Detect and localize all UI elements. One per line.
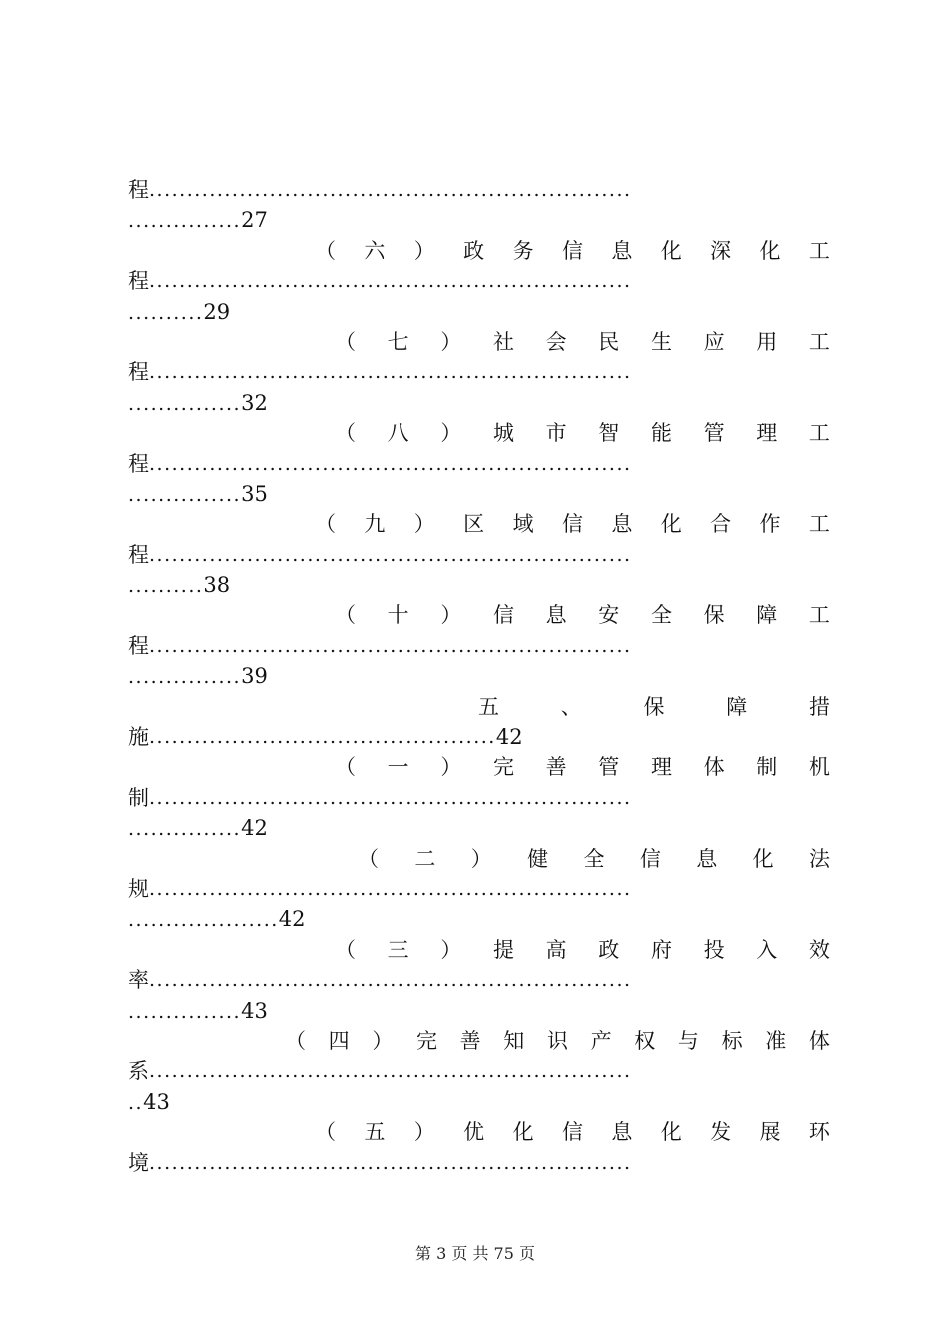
toc-heading-char: 工 <box>808 329 830 354</box>
toc-heading-char: 区 <box>463 512 485 537</box>
toc-tail-dots: .......... <box>128 301 204 324</box>
toc-heading-char: （ <box>315 238 336 263</box>
toc-leader-line <box>128 783 830 813</box>
toc-heading-char: 政 <box>463 238 485 263</box>
toc-heading-char: 息 <box>611 238 633 263</box>
toc-heading-char: 九 <box>364 512 386 537</box>
toc-heading-char: 发 <box>710 1120 732 1145</box>
toc-heading-char: 应 <box>703 329 725 354</box>
toc-leader-dots: ................................................................ <box>149 1151 632 1174</box>
toc-heading-char: 保 <box>643 694 665 719</box>
toc-tail-dots: ............... <box>128 210 242 233</box>
toc-heading-char: 一 <box>387 755 409 780</box>
toc-heading-char: 用 <box>756 329 778 354</box>
toc-leader-line <box>128 449 830 479</box>
toc-heading-char: 息 <box>611 1120 633 1145</box>
toc-tail-dots: .. <box>128 1091 144 1114</box>
toc-heading-char: 生 <box>650 329 672 354</box>
toc-page-number[interactable]: 39 <box>241 664 268 689</box>
toc-heading-char: 障 <box>726 694 748 719</box>
toc-page-line <box>128 479 830 509</box>
toc-heading-char: 政 <box>598 937 620 962</box>
toc-title-end-char: 率 <box>128 968 149 993</box>
toc-heading-char: 全 <box>583 846 605 871</box>
toc-heading-char: 高 <box>545 937 567 962</box>
toc-heading-char: 社 <box>492 329 514 354</box>
toc-heading-char: 工 <box>808 603 830 628</box>
toc-heading-char: 信 <box>492 603 514 628</box>
toc-heading-char: 化 <box>759 238 781 263</box>
toc-leader-dots: ................................................................ <box>149 361 632 384</box>
toc-heading-char: 完 <box>492 755 514 780</box>
toc-heading-char: 三 <box>387 937 409 962</box>
toc-leader-line <box>128 965 830 995</box>
toc-heading-char: 域 <box>512 512 534 537</box>
toc-heading-char: 优 <box>463 1120 485 1145</box>
toc-leader-dots: ................................................................ <box>149 543 632 566</box>
toc-heading-char: 投 <box>703 937 725 962</box>
toc-entry-heading[interactable] <box>128 600 830 630</box>
toc-leader-dots: ................................................................ <box>149 634 632 657</box>
toc-heading-char: 健 <box>527 846 549 871</box>
toc-leader-dots: ................................................................ <box>149 452 632 475</box>
toc-entry-heading[interactable] <box>128 844 830 874</box>
toc-heading-char: 安 <box>598 603 620 628</box>
toc-heading-char: 体 <box>703 755 725 780</box>
toc-title-end-char: 程 <box>128 633 149 658</box>
toc-heading-char: （ <box>335 603 356 628</box>
toc-heading-char: 智 <box>598 421 620 446</box>
toc-entry-heading[interactable] <box>128 236 830 266</box>
toc-heading-char: （ <box>358 846 379 871</box>
toc-heading-char: 府 <box>650 937 672 962</box>
toc-heading-char: ） <box>440 937 462 962</box>
toc-title-end-char: 程 <box>128 360 149 385</box>
toc-leader-line <box>128 266 830 296</box>
toc-page-line <box>128 297 830 327</box>
toc-page-line <box>128 388 830 418</box>
toc-heading-char: 化 <box>660 1120 682 1145</box>
toc-heading-char: 法 <box>809 846 830 871</box>
toc-heading-char: 七 <box>387 329 409 354</box>
toc-heading-char: 息 <box>545 603 567 628</box>
toc-leader-line <box>128 175 830 205</box>
toc-page-number[interactable]: 42 <box>241 816 268 841</box>
toc-heading-char: 入 <box>756 937 778 962</box>
toc-heading-char: （ <box>315 1120 336 1145</box>
toc-heading-char: 化 <box>512 1120 534 1145</box>
toc-page-number[interactable]: 43 <box>241 998 268 1023</box>
page-footer: 第 3 页 共 75 页 <box>415 1244 535 1263</box>
toc-heading-char: 善 <box>459 1028 481 1053</box>
table-of-contents <box>128 175 830 1178</box>
toc-page-number[interactable]: 42 <box>278 907 306 932</box>
toc-heading-char: ） <box>440 755 462 780</box>
toc-entry-heading[interactable] <box>128 327 830 357</box>
toc-heading-char: 管 <box>703 421 725 446</box>
toc-entry-heading[interactable] <box>128 1026 830 1056</box>
toc-tail-dots: .......... <box>128 575 204 598</box>
toc-heading-char: 五 <box>364 1120 386 1145</box>
toc-heading-char: 知 <box>503 1028 525 1053</box>
toc-heading-char: ） <box>440 603 462 628</box>
toc-heading-char: 善 <box>545 755 567 780</box>
toc-heading-char: 全 <box>650 603 672 628</box>
toc-page-line <box>128 570 830 600</box>
toc-leader-line <box>128 631 830 661</box>
toc-heading-char: 理 <box>650 755 672 780</box>
toc-page-number[interactable]: 42 <box>495 725 523 750</box>
toc-heading-char: 提 <box>492 937 514 962</box>
toc-heading-char: 与 <box>677 1028 699 1053</box>
toc-heading-char: 二 <box>414 846 436 871</box>
toc-title-end-char: 程 <box>128 451 149 476</box>
toc-heading-char: （ <box>335 329 356 354</box>
toc-heading-char: （ <box>315 512 336 537</box>
toc-page-line <box>128 904 830 934</box>
toc-page-number[interactable]: 27 <box>241 208 268 233</box>
toc-heading-char: ） <box>470 846 492 871</box>
toc-heading-char: 障 <box>756 603 778 628</box>
toc-heading-char: 、 <box>560 694 582 719</box>
toc-leader-line <box>128 1148 830 1178</box>
toc-heading-char: 息 <box>696 846 718 871</box>
toc-heading-char: （ <box>335 937 356 962</box>
toc-title-end-char: 程 <box>128 542 149 567</box>
toc-entry-heading[interactable] <box>128 935 830 965</box>
toc-heading-char: 保 <box>703 603 725 628</box>
toc-title-end-char: 程 <box>128 269 149 294</box>
toc-heading-char: 化 <box>752 846 774 871</box>
toc-leader-dots: ................................................................ <box>149 786 632 809</box>
toc-heading-char: 信 <box>561 238 583 263</box>
toc-heading-char: ） <box>372 1028 394 1053</box>
toc-heading-char: 息 <box>611 512 633 537</box>
toc-heading-char: 务 <box>512 238 534 263</box>
toc-heading-char: ） <box>413 238 435 263</box>
toc-heading-char: 制 <box>756 755 778 780</box>
toc-heading-char: 体 <box>808 1028 830 1053</box>
toc-page-number[interactable]: 38 <box>203 573 231 598</box>
toc-heading-char: 八 <box>387 421 409 446</box>
toc-heading-char: 信 <box>561 512 583 537</box>
toc-leader-dots: ................................................................ <box>149 969 632 992</box>
toc-heading-char: 六 <box>364 238 386 263</box>
toc-heading-char: （ <box>285 1028 306 1053</box>
toc-heading-char: ） <box>440 329 462 354</box>
toc-entry-heading[interactable] <box>128 1117 830 1147</box>
toc-title-end-char: 境 <box>128 1150 149 1175</box>
toc-heading-char: ） <box>413 1120 435 1145</box>
toc-heading-char: 作 <box>759 512 781 537</box>
toc-heading-char: 十 <box>387 603 409 628</box>
toc-page-number[interactable]: 29 <box>203 299 231 324</box>
toc-heading-char: ） <box>413 512 435 537</box>
toc-heading-char: ） <box>440 421 462 446</box>
toc-page-number[interactable]: 32 <box>241 390 268 415</box>
toc-heading-char: 四 <box>328 1028 350 1053</box>
toc-tail-dots: .................... <box>128 909 279 932</box>
toc-heading-char: 工 <box>808 421 830 446</box>
toc-leader-dots: ................................................................ <box>149 877 632 900</box>
toc-heading-char: 市 <box>545 421 567 446</box>
toc-page-number[interactable]: 35 <box>241 481 268 506</box>
toc-heading-char: 化 <box>660 512 682 537</box>
toc-entry-heading[interactable] <box>128 509 830 539</box>
toc-heading-char: 能 <box>650 421 672 446</box>
toc-entry-heading[interactable] <box>128 752 830 782</box>
toc-heading-char: 管 <box>598 755 620 780</box>
toc-heading-char: 工 <box>808 512 830 537</box>
toc-page-number[interactable]: 43 <box>143 1089 170 1114</box>
toc-page-line <box>128 661 830 691</box>
toc-heading-char: 会 <box>545 329 567 354</box>
toc-title-end-char: 制 <box>128 785 149 810</box>
toc-heading-char: 权 <box>634 1028 656 1053</box>
toc-leader-dots: ................................................................ <box>149 1060 632 1083</box>
toc-title-end-char: 程 <box>128 178 149 202</box>
toc-heading-char: 合 <box>710 512 732 537</box>
toc-heading-char: 标 <box>721 1028 743 1053</box>
toc-page-line <box>128 1087 830 1117</box>
toc-leader-line <box>128 357 830 387</box>
toc-leader-dots: .............................................. <box>149 726 496 749</box>
toc-page-line <box>128 205 830 235</box>
toc-heading-char: 理 <box>756 421 778 446</box>
toc-tail-dots: ............... <box>128 392 242 415</box>
toc-entry-heading[interactable] <box>128 692 830 722</box>
toc-heading-char: 城 <box>492 421 514 446</box>
toc-heading-char: （ <box>335 755 356 780</box>
toc-heading-char: 民 <box>598 329 620 354</box>
toc-heading-char: 工 <box>808 238 830 263</box>
toc-heading-char: 化 <box>660 238 682 263</box>
toc-page-line <box>128 996 830 1026</box>
toc-leader-line <box>128 722 830 752</box>
toc-heading-char: 信 <box>561 1120 583 1145</box>
toc-heading-char: 产 <box>590 1028 612 1053</box>
toc-leader-dots: ................................................................ <box>149 179 632 201</box>
toc-leader-line <box>128 540 830 570</box>
toc-heading-char: 环 <box>808 1120 830 1145</box>
toc-heading-char: 完 <box>415 1028 437 1053</box>
toc-title-end-char: 规 <box>128 876 149 901</box>
toc-tail-dots: ............... <box>128 666 242 689</box>
toc-entry-heading[interactable] <box>128 418 830 448</box>
toc-heading-char: 效 <box>808 937 830 962</box>
toc-heading-char: 展 <box>759 1120 781 1145</box>
toc-heading-char: 准 <box>765 1028 787 1053</box>
toc-heading-char: 五 <box>478 694 499 719</box>
toc-heading-char: 措 <box>809 694 830 719</box>
toc-leader-line <box>128 874 830 904</box>
toc-heading-char: 机 <box>808 755 830 780</box>
toc-leader-dots: ................................................................ <box>149 270 632 293</box>
toc-tail-dots: ............... <box>128 483 242 506</box>
toc-leader-line <box>128 1056 830 1086</box>
toc-heading-char: 深 <box>710 238 732 263</box>
toc-tail-dots: ............... <box>128 818 242 841</box>
toc-title-end-char: 施 <box>128 725 149 750</box>
toc-heading-char: 识 <box>546 1028 568 1053</box>
toc-heading-char: （ <box>335 421 356 446</box>
toc-title-end-char: 系 <box>128 1059 149 1084</box>
toc-page-line <box>128 813 830 843</box>
toc-tail-dots: ............... <box>128 1000 242 1023</box>
toc-heading-char: 信 <box>639 846 661 871</box>
